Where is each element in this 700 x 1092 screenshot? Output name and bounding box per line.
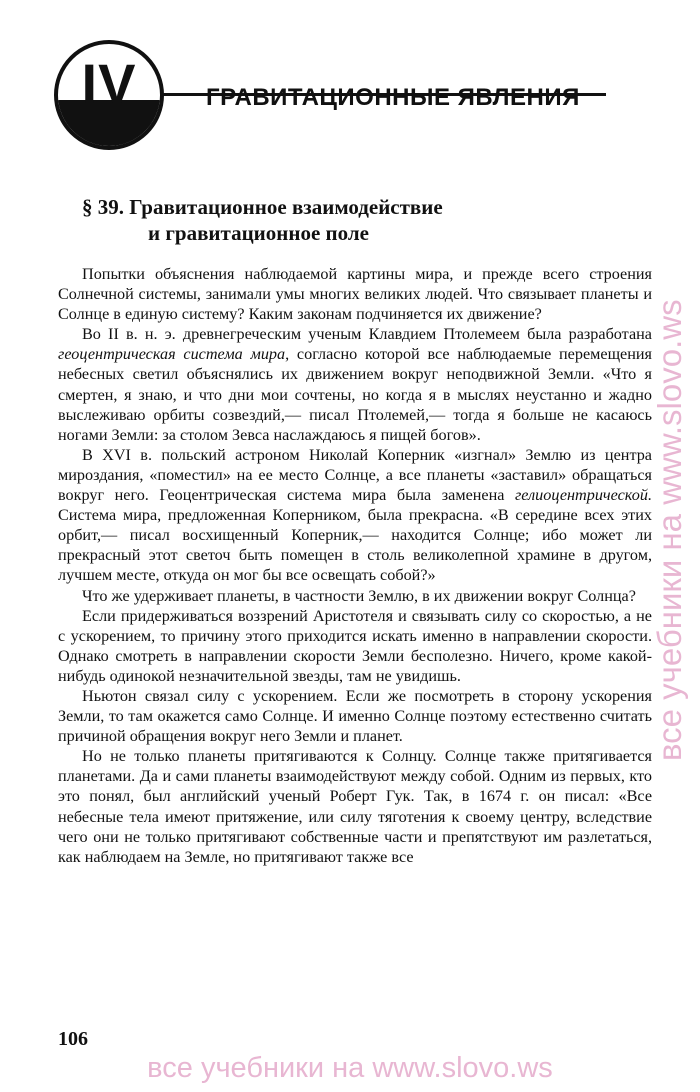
- body-text: [58, 264, 652, 867]
- section-title-line-1: § 39. Гравитационное взаимодействие: [82, 195, 443, 219]
- chapter-number: IV: [81, 52, 137, 115]
- term-geocentric: геоцентрическая система мира: [58, 345, 286, 364]
- paragraph-5: Если придерживаться воззрений Аристотеля и связывать силу со скоростью, а не с ускорением, то причину этого приходится искать именно в направлении скорости. Однако смотреть в направлении скорости Земли бесполезно. Ничего, кроме какой-нибудь одинокой незначительной звезды, там не увидишь.: [58, 606, 652, 685]
- term-heliocentric: гелиоцентрической.: [514, 486, 652, 505]
- section-title: [82, 194, 443, 246]
- paragraph-2-text-1: Во II в. н. э. древнегреческим ученым Клавдием Птолемеем была разработана: [82, 325, 652, 344]
- paragraph-4: Что же удерживает планеты, в частности Землю, в их движении вокруг Солнца?: [82, 586, 636, 605]
- paragraph-2: [58, 324, 652, 445]
- paragraph-2-text-2: , согласно которой все наблюдаемые перемещения небесных светил объяснялись их движением вокруг неподвижной Земли. «Что я смертен, я знаю, и что дни мои сочтены, но когда я в мыслях неустанно и жадно выслеживаю орбиты созвездий,— писал Птолемей,— тогда я больше не касаюсь ногами Земли: за столом Зевса наслаждаюсь я пищей богов».: [58, 345, 652, 444]
- page-number: 106: [58, 1028, 88, 1050]
- paragraph-7: Но не только планеты притягиваются к Солнцу. Солнце также притягивается планетами. Да и сами планеты взаимодействуют между собой. Одним из первых, кто это понял, был английский ученый Роберт Гук. Так, в 1674 г. он писал: «Все небесные тела имеют притяжение, или силу тяготения к своему центру, вследствие чего они не только притягивают собственные части и препятствуют им разлетаться, как наблюдаем на Земле, но притягивают также все: [58, 747, 652, 866]
- paragraph-6: Ньютон связал силу с ускорением. Если же посмотреть в сторону ускорения Земли, то там окажется само Солнце. И именно Солнце поэтому естественно считать причиной обращения вокруг него Земли и планет.: [58, 686, 652, 746]
- section-title-line-2: и гравитационное поле: [148, 221, 369, 245]
- chapter-title: ГРАВИТАЦИОННЫЕ ЯВЛЕНИЯ: [206, 84, 580, 111]
- watermark-side: все учебники на www.slovo.ws: [651, 299, 688, 761]
- paragraph-3-text-1: В XVI в. польский астроном Николай Коперник «изгнал» Землю из центра мироздания, «поместил» на ее место Солнце, а все планеты «заставил» обращаться вокруг него. Геоцентрическая система мира была заменена: [58, 445, 652, 505]
- watermark-bottom: все учебники на www.slovo.ws: [147, 1052, 553, 1084]
- chapter-number-badge: [54, 40, 164, 150]
- paragraph-1: Попытки объяснения наблюдаемой картины мира, и прежде всего строения Солнечной системы, занимали умы многих великих людей. Что связывает планеты и Солнце в единую систему? Каким законам подчиняется их движение?: [58, 265, 652, 324]
- paragraph-3-text-2: Система мира, предложенная Коперником, была прекрасна. «В середине всех этих орбит,— писал восхищенный Коперник,— находится Солнце; ибо может ли прекрасный этот светоч быть помещен в столь великолепной храмине в другом, лучшем месте, откуда он мог бы все освещать собой?»: [58, 506, 652, 585]
- paragraph-3: [58, 445, 652, 586]
